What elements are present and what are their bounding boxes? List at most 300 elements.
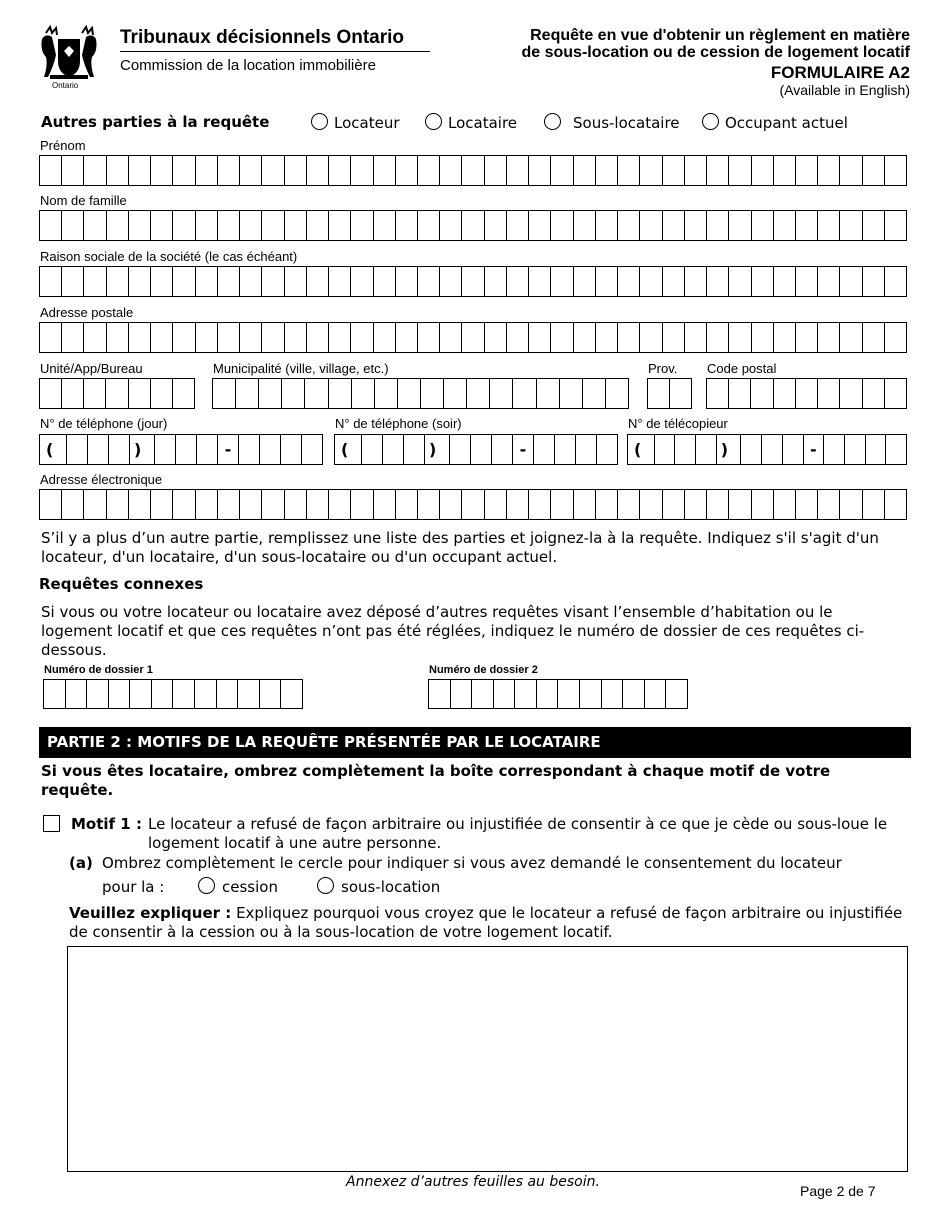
party-type-radio-locateur[interactable]: Locateur — [311, 113, 400, 132]
char-cell[interactable] — [218, 267, 240, 296]
char-cell[interactable] — [818, 156, 840, 185]
char-cell[interactable] — [260, 435, 281, 464]
char-cell[interactable] — [374, 211, 396, 240]
char-cell[interactable] — [129, 211, 151, 240]
char-cell[interactable] — [440, 267, 462, 296]
char-cell[interactable] — [173, 379, 194, 408]
char-cell[interactable] — [752, 211, 774, 240]
char-cell[interactable] — [451, 680, 473, 708]
char-cell[interactable] — [240, 267, 262, 296]
char-cell[interactable] — [418, 156, 440, 185]
char-cell[interactable] — [796, 490, 818, 519]
char-cell[interactable] — [529, 267, 551, 296]
char-cell[interactable] — [218, 323, 240, 352]
char-cell[interactable] — [351, 267, 373, 296]
char-cell[interactable] — [551, 211, 573, 240]
char-cell[interactable] — [62, 156, 84, 185]
char-cell[interactable] — [218, 490, 240, 519]
char-cell[interactable] — [863, 490, 885, 519]
char-cell[interactable] — [840, 323, 862, 352]
char-cell[interactable] — [285, 267, 307, 296]
char-cell[interactable] — [558, 680, 580, 708]
char-cell[interactable] — [176, 435, 197, 464]
char-cell[interactable] — [351, 323, 373, 352]
char-cell[interactable] — [551, 156, 573, 185]
char-cell[interactable] — [40, 490, 62, 519]
char-cell[interactable] — [645, 680, 667, 708]
char-cell[interactable] — [329, 156, 351, 185]
char-cell[interactable] — [44, 680, 66, 708]
char-cell[interactable] — [866, 435, 887, 464]
char-cell[interactable] — [444, 379, 467, 408]
char-cell[interactable] — [329, 211, 351, 240]
radio-circle[interactable] — [544, 113, 561, 130]
char-cell[interactable] — [751, 379, 773, 408]
char-cell[interactable] — [262, 490, 284, 519]
char-cell[interactable] — [129, 490, 151, 519]
char-cell[interactable] — [302, 435, 322, 464]
char-cell[interactable] — [885, 490, 906, 519]
char-cell[interactable] — [151, 156, 173, 185]
char-cell[interactable] — [173, 680, 195, 708]
char-cell[interactable] — [307, 156, 329, 185]
char-cell[interactable] — [618, 490, 640, 519]
char-cell[interactable] — [40, 211, 62, 240]
email-input[interactable] — [39, 489, 907, 520]
char-cell[interactable] — [281, 680, 302, 708]
char-cell[interactable] — [374, 490, 396, 519]
char-cell[interactable] — [329, 267, 351, 296]
postal-code-input[interactable] — [706, 378, 907, 409]
char-cell[interactable] — [534, 435, 555, 464]
char-cell[interactable] — [670, 379, 691, 408]
char-cell[interactable] — [741, 435, 762, 464]
char-cell[interactable] — [84, 323, 106, 352]
char-cell[interactable] — [84, 490, 106, 519]
char-cell[interactable] — [602, 680, 624, 708]
char-cell[interactable] — [707, 323, 729, 352]
char-cell[interactable] — [107, 211, 129, 240]
char-cell[interactable] — [218, 211, 240, 240]
char-cell[interactable] — [107, 490, 129, 519]
char-cell[interactable] — [863, 211, 885, 240]
char-cell[interactable] — [774, 211, 796, 240]
province-input[interactable] — [647, 378, 692, 409]
char-cell[interactable] — [663, 490, 685, 519]
char-cell[interactable] — [398, 379, 421, 408]
char-cell[interactable] — [796, 156, 818, 185]
char-cell[interactable] — [596, 490, 618, 519]
char-cell[interactable] — [596, 267, 618, 296]
char-cell[interactable] — [796, 379, 818, 408]
char-cell[interactable] — [462, 267, 484, 296]
char-cell[interactable] — [107, 267, 129, 296]
char-cell[interactable] — [66, 680, 88, 708]
char-cell[interactable] — [485, 323, 507, 352]
char-cell[interactable] — [418, 323, 440, 352]
char-cell[interactable]: ( — [40, 435, 67, 464]
char-cell[interactable] — [375, 379, 398, 408]
char-cell[interactable] — [507, 323, 529, 352]
char-cell[interactable] — [840, 211, 862, 240]
char-cell[interactable] — [262, 156, 284, 185]
char-cell[interactable] — [62, 267, 84, 296]
char-cell[interactable] — [62, 323, 84, 352]
char-cell[interactable] — [729, 211, 751, 240]
char-cell[interactable] — [173, 490, 195, 519]
char-cell[interactable] — [818, 490, 840, 519]
char-cell[interactable] — [752, 267, 774, 296]
char-cell[interactable] — [151, 323, 173, 352]
char-cell[interactable] — [84, 211, 106, 240]
char-cell[interactable] — [450, 435, 471, 464]
char-cell[interactable] — [440, 323, 462, 352]
char-cell[interactable] — [606, 379, 628, 408]
char-cell[interactable] — [762, 435, 783, 464]
char-cell[interactable] — [467, 379, 490, 408]
char-cell[interactable] — [307, 323, 329, 352]
char-cell[interactable] — [87, 680, 109, 708]
char-cell[interactable] — [40, 267, 62, 296]
char-cell[interactable] — [307, 211, 329, 240]
char-cell[interactable] — [307, 267, 329, 296]
char-cell[interactable] — [107, 156, 129, 185]
char-cell[interactable] — [729, 379, 751, 408]
char-cell[interactable] — [845, 435, 866, 464]
char-cell[interactable] — [462, 323, 484, 352]
char-cell[interactable] — [576, 435, 597, 464]
char-cell[interactable] — [67, 435, 88, 464]
char-cell[interactable] — [648, 379, 670, 408]
phone-day-input[interactable] — [39, 434, 323, 465]
char-cell[interactable] — [396, 267, 418, 296]
char-cell[interactable] — [173, 267, 195, 296]
char-cell[interactable] — [729, 323, 751, 352]
char-cell[interactable] — [485, 156, 507, 185]
char-cell[interactable] — [752, 490, 774, 519]
char-cell[interactable] — [663, 267, 685, 296]
char-cell[interactable] — [507, 267, 529, 296]
char-cell[interactable] — [863, 323, 885, 352]
char-cell[interactable] — [281, 435, 302, 464]
char-cell[interactable]: - — [513, 435, 534, 464]
char-cell[interactable] — [329, 379, 352, 408]
char-cell[interactable] — [155, 435, 176, 464]
char-cell[interactable] — [129, 323, 151, 352]
char-cell[interactable] — [173, 156, 195, 185]
char-cell[interactable] — [40, 323, 62, 352]
char-cell[interactable] — [62, 211, 84, 240]
char-cell[interactable] — [863, 379, 885, 408]
char-cell[interactable]: - — [804, 435, 825, 464]
char-cell[interactable] — [863, 267, 885, 296]
char-cell[interactable] — [396, 211, 418, 240]
char-cell[interactable] — [618, 267, 640, 296]
char-cell[interactable] — [374, 156, 396, 185]
char-cell[interactable] — [129, 156, 151, 185]
char-cell[interactable] — [151, 267, 173, 296]
char-cell[interactable] — [173, 323, 195, 352]
char-cell[interactable] — [818, 323, 840, 352]
char-cell[interactable] — [151, 379, 173, 408]
char-cell[interactable] — [196, 156, 218, 185]
char-cell[interactable] — [840, 156, 862, 185]
char-cell[interactable] — [529, 323, 551, 352]
char-cell[interactable] — [752, 323, 774, 352]
char-cell[interactable] — [529, 156, 551, 185]
char-cell[interactable] — [262, 267, 284, 296]
char-cell[interactable] — [623, 680, 645, 708]
char-cell[interactable] — [583, 379, 606, 408]
char-cell[interactable] — [507, 211, 529, 240]
char-cell[interactable] — [485, 490, 507, 519]
char-cell[interactable]: ( — [628, 435, 655, 464]
char-cell[interactable] — [329, 323, 351, 352]
char-cell[interactable] — [440, 490, 462, 519]
char-cell[interactable] — [640, 490, 662, 519]
char-cell[interactable] — [260, 680, 282, 708]
char-cell[interactable] — [485, 211, 507, 240]
consent-radio-cession[interactable]: cession — [198, 877, 278, 896]
fax-input[interactable] — [627, 434, 907, 465]
char-cell[interactable] — [196, 323, 218, 352]
char-cell[interactable] — [196, 211, 218, 240]
char-cell[interactable] — [663, 156, 685, 185]
char-cell[interactable] — [707, 267, 729, 296]
char-cell[interactable] — [818, 267, 840, 296]
char-cell[interactable] — [282, 379, 305, 408]
char-cell[interactable] — [685, 156, 707, 185]
char-cell[interactable] — [529, 490, 551, 519]
char-cell[interactable] — [513, 379, 536, 408]
char-cell[interactable] — [824, 435, 845, 464]
char-cell[interactable] — [305, 379, 328, 408]
char-cell[interactable] — [618, 211, 640, 240]
char-cell[interactable] — [885, 156, 906, 185]
char-cell[interactable] — [640, 211, 662, 240]
char-cell[interactable] — [729, 490, 751, 519]
char-cell[interactable] — [195, 680, 217, 708]
char-cell[interactable] — [796, 267, 818, 296]
party-type-radio-occupant-actuel[interactable]: Occupant actuel — [702, 113, 848, 132]
char-cell[interactable] — [151, 211, 173, 240]
char-cell[interactable] — [840, 490, 862, 519]
char-cell[interactable] — [729, 156, 751, 185]
reason1-checkbox[interactable] — [43, 815, 60, 832]
char-cell[interactable] — [796, 211, 818, 240]
phone-evening-input[interactable] — [334, 434, 618, 465]
unit-input[interactable] — [39, 378, 195, 409]
char-cell[interactable] — [796, 323, 818, 352]
char-cell[interactable]: ) — [717, 435, 742, 464]
char-cell[interactable] — [462, 211, 484, 240]
char-cell[interactable] — [490, 379, 513, 408]
char-cell[interactable] — [574, 211, 596, 240]
char-cell[interactable] — [418, 490, 440, 519]
char-cell[interactable] — [551, 490, 573, 519]
consent-radio-sous-location[interactable]: sous-location — [317, 877, 440, 896]
char-cell[interactable] — [130, 680, 152, 708]
char-cell[interactable] — [418, 267, 440, 296]
char-cell[interactable] — [618, 156, 640, 185]
char-cell[interactable] — [529, 211, 551, 240]
char-cell[interactable] — [383, 435, 404, 464]
char-cell[interactable] — [537, 680, 559, 708]
char-cell[interactable] — [285, 490, 307, 519]
char-cell[interactable] — [462, 156, 484, 185]
char-cell[interactable] — [574, 490, 596, 519]
char-cell[interactable] — [351, 156, 373, 185]
char-cell[interactable] — [462, 490, 484, 519]
char-cell[interactable] — [885, 211, 906, 240]
char-cell[interactable] — [840, 379, 862, 408]
char-cell[interactable] — [666, 680, 687, 708]
char-cell[interactable] — [840, 267, 862, 296]
char-cell[interactable] — [236, 379, 259, 408]
char-cell[interactable] — [818, 379, 840, 408]
char-cell[interactable]: ) — [425, 435, 450, 464]
file-number-1-input[interactable] — [43, 679, 303, 709]
char-cell[interactable] — [596, 211, 618, 240]
char-cell[interactable] — [783, 435, 804, 464]
char-cell[interactable] — [551, 267, 573, 296]
char-cell[interactable] — [685, 211, 707, 240]
char-cell[interactable] — [707, 211, 729, 240]
char-cell[interactable] — [440, 211, 462, 240]
char-cell[interactable] — [374, 323, 396, 352]
party-type-radio-locataire[interactable]: Locataire — [425, 113, 517, 132]
char-cell[interactable] — [507, 156, 529, 185]
char-cell[interactable] — [885, 267, 906, 296]
char-cell[interactable] — [84, 267, 106, 296]
char-cell[interactable] — [863, 156, 885, 185]
char-cell[interactable] — [62, 379, 84, 408]
party-type-radio-sous-locataire[interactable]: Sous-locataire — [544, 113, 680, 132]
char-cell[interactable] — [640, 156, 662, 185]
char-cell[interactable] — [84, 379, 106, 408]
char-cell[interactable] — [696, 435, 717, 464]
char-cell[interactable] — [217, 680, 239, 708]
char-cell[interactable] — [196, 490, 218, 519]
char-cell[interactable] — [40, 379, 62, 408]
char-cell[interactable] — [551, 323, 573, 352]
char-cell[interactable] — [515, 680, 537, 708]
char-cell[interactable] — [885, 323, 906, 352]
char-cell[interactable] — [285, 156, 307, 185]
char-cell[interactable] — [618, 323, 640, 352]
last-name-input[interactable] — [39, 210, 907, 241]
char-cell[interactable] — [106, 379, 128, 408]
radio-circle[interactable] — [317, 877, 334, 894]
char-cell[interactable] — [285, 323, 307, 352]
company-name-input[interactable] — [39, 266, 907, 297]
char-cell[interactable]: ) — [130, 435, 155, 464]
char-cell[interactable] — [663, 211, 685, 240]
char-cell[interactable] — [240, 156, 262, 185]
char-cell[interactable] — [675, 435, 696, 464]
char-cell[interactable] — [494, 680, 516, 708]
char-cell[interactable] — [62, 490, 84, 519]
file-number-2-input[interactable] — [428, 679, 688, 709]
radio-circle[interactable] — [702, 113, 719, 130]
char-cell[interactable] — [329, 490, 351, 519]
char-cell[interactable] — [238, 680, 260, 708]
char-cell[interactable] — [40, 156, 62, 185]
char-cell[interactable] — [774, 156, 796, 185]
char-cell[interactable] — [596, 323, 618, 352]
char-cell[interactable] — [352, 379, 375, 408]
char-cell[interactable] — [685, 490, 707, 519]
char-cell[interactable] — [580, 680, 602, 708]
char-cell[interactable] — [663, 323, 685, 352]
char-cell[interactable] — [129, 267, 151, 296]
char-cell[interactable] — [752, 156, 774, 185]
char-cell[interactable] — [109, 680, 131, 708]
char-cell[interactable] — [107, 323, 129, 352]
char-cell[interactable] — [707, 490, 729, 519]
char-cell[interactable] — [818, 211, 840, 240]
char-cell[interactable] — [259, 379, 282, 408]
char-cell[interactable] — [429, 680, 451, 708]
char-cell[interactable] — [396, 156, 418, 185]
char-cell[interactable] — [88, 435, 109, 464]
char-cell[interactable] — [307, 490, 329, 519]
municipality-input[interactable] — [212, 378, 629, 409]
char-cell[interactable] — [574, 323, 596, 352]
char-cell[interactable] — [396, 490, 418, 519]
char-cell[interactable] — [707, 379, 729, 408]
char-cell[interactable] — [173, 211, 195, 240]
postal-address-input[interactable] — [39, 322, 907, 353]
char-cell[interactable] — [404, 435, 425, 464]
char-cell[interactable] — [640, 323, 662, 352]
char-cell[interactable] — [196, 267, 218, 296]
char-cell[interactable] — [218, 156, 240, 185]
char-cell[interactable] — [507, 490, 529, 519]
char-cell[interactable] — [418, 211, 440, 240]
char-cell[interactable] — [707, 156, 729, 185]
char-cell[interactable] — [129, 379, 151, 408]
char-cell[interactable] — [685, 323, 707, 352]
char-cell[interactable] — [774, 379, 796, 408]
char-cell[interactable] — [472, 680, 494, 708]
first-name-input[interactable] — [39, 155, 907, 186]
char-cell[interactable] — [560, 379, 583, 408]
char-cell[interactable] — [152, 680, 174, 708]
char-cell[interactable] — [729, 267, 751, 296]
char-cell[interactable]: ( — [335, 435, 362, 464]
char-cell[interactable] — [492, 435, 513, 464]
char-cell[interactable] — [262, 323, 284, 352]
char-cell[interactable] — [109, 435, 130, 464]
char-cell[interactable] — [774, 323, 796, 352]
char-cell[interactable] — [239, 435, 260, 464]
char-cell[interactable] — [240, 490, 262, 519]
char-cell[interactable] — [374, 267, 396, 296]
char-cell[interactable] — [471, 435, 492, 464]
char-cell[interactable] — [537, 379, 560, 408]
char-cell[interactable] — [351, 490, 373, 519]
char-cell[interactable] — [84, 156, 106, 185]
char-cell[interactable] — [351, 211, 373, 240]
radio-circle[interactable] — [311, 113, 328, 130]
char-cell[interactable] — [574, 267, 596, 296]
char-cell[interactable] — [685, 267, 707, 296]
char-cell[interactable] — [396, 323, 418, 352]
char-cell[interactable] — [285, 211, 307, 240]
char-cell[interactable] — [362, 435, 383, 464]
char-cell[interactable] — [197, 435, 218, 464]
